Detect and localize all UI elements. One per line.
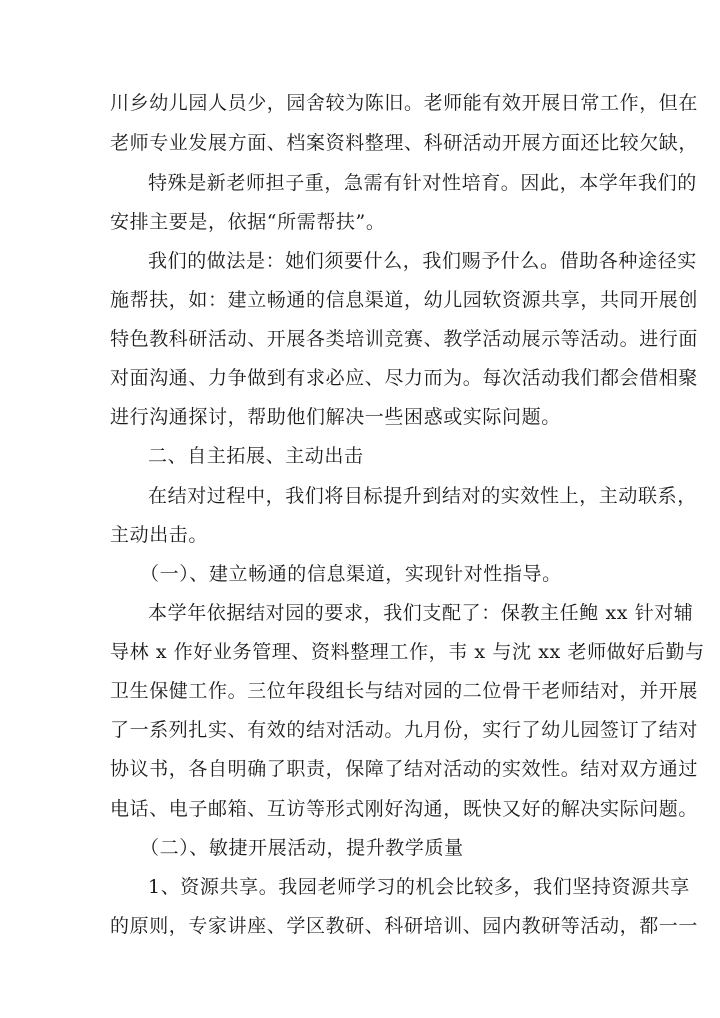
text-line: 安排主要是，依据“所需帮扶”。 xyxy=(110,211,386,233)
text-line: 川乡幼儿园人员少，园舍较为陈旧。老师能有效开展日常工作，但在 xyxy=(110,92,699,114)
text-line: 在结对过程中，我们将目标提升到结对的实效性上，主动联系， xyxy=(148,485,697,507)
text-line: 特殊是新老师担子重，急需有针对性培育。因此，本学年我们的 xyxy=(148,172,697,194)
text-line: 主动出击。 xyxy=(110,524,209,546)
text-line: 老师专业发展方面、档案资料整理、科研活动开展方面还比较欠缺， xyxy=(110,132,699,154)
text-line: 施帮扶，如：建立畅通的信息渠道，幼儿园软资源共享，共同开展创 xyxy=(110,289,699,311)
text-line: 卫生保健工作。三位年段组长与结对园的二位骨干老师结对，并开展 xyxy=(110,680,699,702)
text-line: 进行沟通探讨，帮助他们解决一些困惑或实际问题。 xyxy=(110,406,561,428)
text-line: 本学年依据结对园的要求，我们支配了：保教主任鲍 xx 针对辅 xyxy=(148,602,694,624)
subsection-heading: （一）、建立畅通的信息渠道，实现针对性指导。 xyxy=(140,563,562,585)
text-line: 导林 x 作好业务管理、资料整理工作，韦 x 与沈 xx 老师做好后勤与 xyxy=(110,641,705,663)
text-line: 了一系列扎实、有效的结对活动。九月份，实行了幼儿园签订了结对 xyxy=(110,719,699,741)
text-line: 电话、电子邮箱、互访等形式刚好沟通，既快又好的解决实际问题。 xyxy=(110,798,699,820)
text-line: 对面沟通、力争做到有求必应、尽力而为。每次活动我们都会借相聚 xyxy=(110,367,699,389)
subsection-heading: （二）、敏捷开展活动，提升教学质量 xyxy=(140,837,464,859)
text-line: 的原则，专家讲座、学区教研、科研培训、园内教研等活动，都一一 xyxy=(110,915,699,937)
text-line: 我们的做法是：她们须要什么，我们赐予什么。借助各种途径实 xyxy=(148,250,697,272)
text-line: 1、资源共享。我园老师学习的机会比较多，我们坚持资源共享 xyxy=(148,876,690,898)
section-heading: 二、自主拓展、主动出击 xyxy=(148,445,364,467)
text-line: 协议书，各自明确了职责，保障了结对活动的实效性。结对双方通过 xyxy=(110,758,699,780)
text-line: 特色教科研活动、开展各类培训竞赛、教学活动展示等活动。进行面 xyxy=(110,328,699,350)
